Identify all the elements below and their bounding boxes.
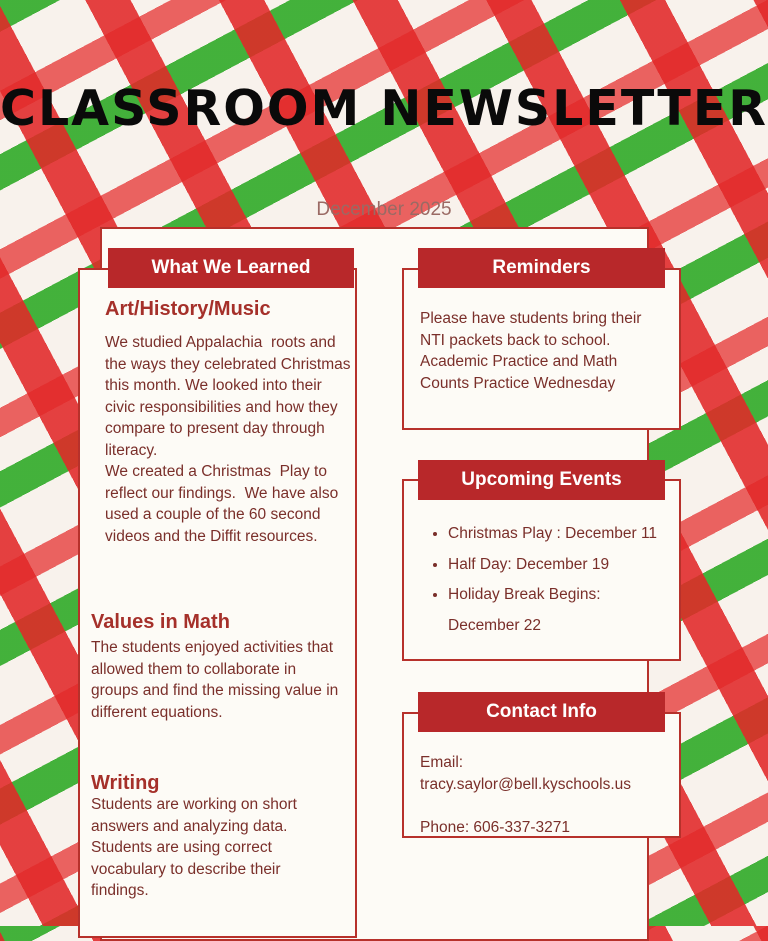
newsletter-date: December 2025 — [316, 199, 452, 220]
reminders-header: Reminders — [418, 248, 665, 288]
email-label: Email: — [420, 754, 464, 771]
section-body-art-history-music — [105, 332, 355, 547]
art-paragraph-2: We created a Christmas Play to reflect our findings. We have also used a couple of the 60 second videos and the Diffit resources. — [105, 463, 339, 545]
reminder-line: Please have students bring their NTI packets back to school. — [420, 310, 642, 349]
section-heading-art-history-music: Art/History/Music — [105, 298, 271, 320]
reminders-body — [420, 308, 670, 394]
email-link[interactable]: tracy.saylor@bell.kyschools.us — [420, 775, 631, 793]
contact-body — [420, 752, 675, 838]
events-list — [424, 519, 669, 641]
section-body-writing: Students are working on short answers and analyzing data. Students are using correct vocabulary to describe their findings. — [91, 796, 297, 899]
contact-info-header: Contact Info — [418, 692, 665, 732]
events-list-wrap — [424, 519, 669, 641]
upcoming-events-card — [402, 479, 681, 661]
what-we-learned-header: What We Learned — [108, 248, 354, 288]
reminder-line: Academic Practice and Math Counts Practice Wednesday — [420, 353, 618, 392]
section-heading-writing: Writing — [91, 772, 160, 794]
event-item: • Christmas Play : December 11 — [448, 519, 669, 550]
section-body-values-in-math: The students enjoyed activities that allowed them to collaborate in groups and find the missing value in different equations. — [91, 639, 339, 721]
art-paragraph-1: We studied Appalachia roots and the ways they celebrated Christmas this month. We looked into their civic responsibilities and how they compare to present day through literacy. — [105, 334, 351, 459]
newsletter-title: CLASSROOM NEWSLETTER — [0, 80, 768, 137]
phone-number: Phone: 606-337-3271 — [420, 818, 570, 836]
event-item: • Half Day: December 19 — [448, 550, 669, 581]
event-item: • Holiday Break Begins: December 22 — [448, 580, 669, 641]
upcoming-events-header: Upcoming Events — [418, 460, 665, 500]
section-heading-values-in-math: Values in Math — [91, 611, 230, 633]
